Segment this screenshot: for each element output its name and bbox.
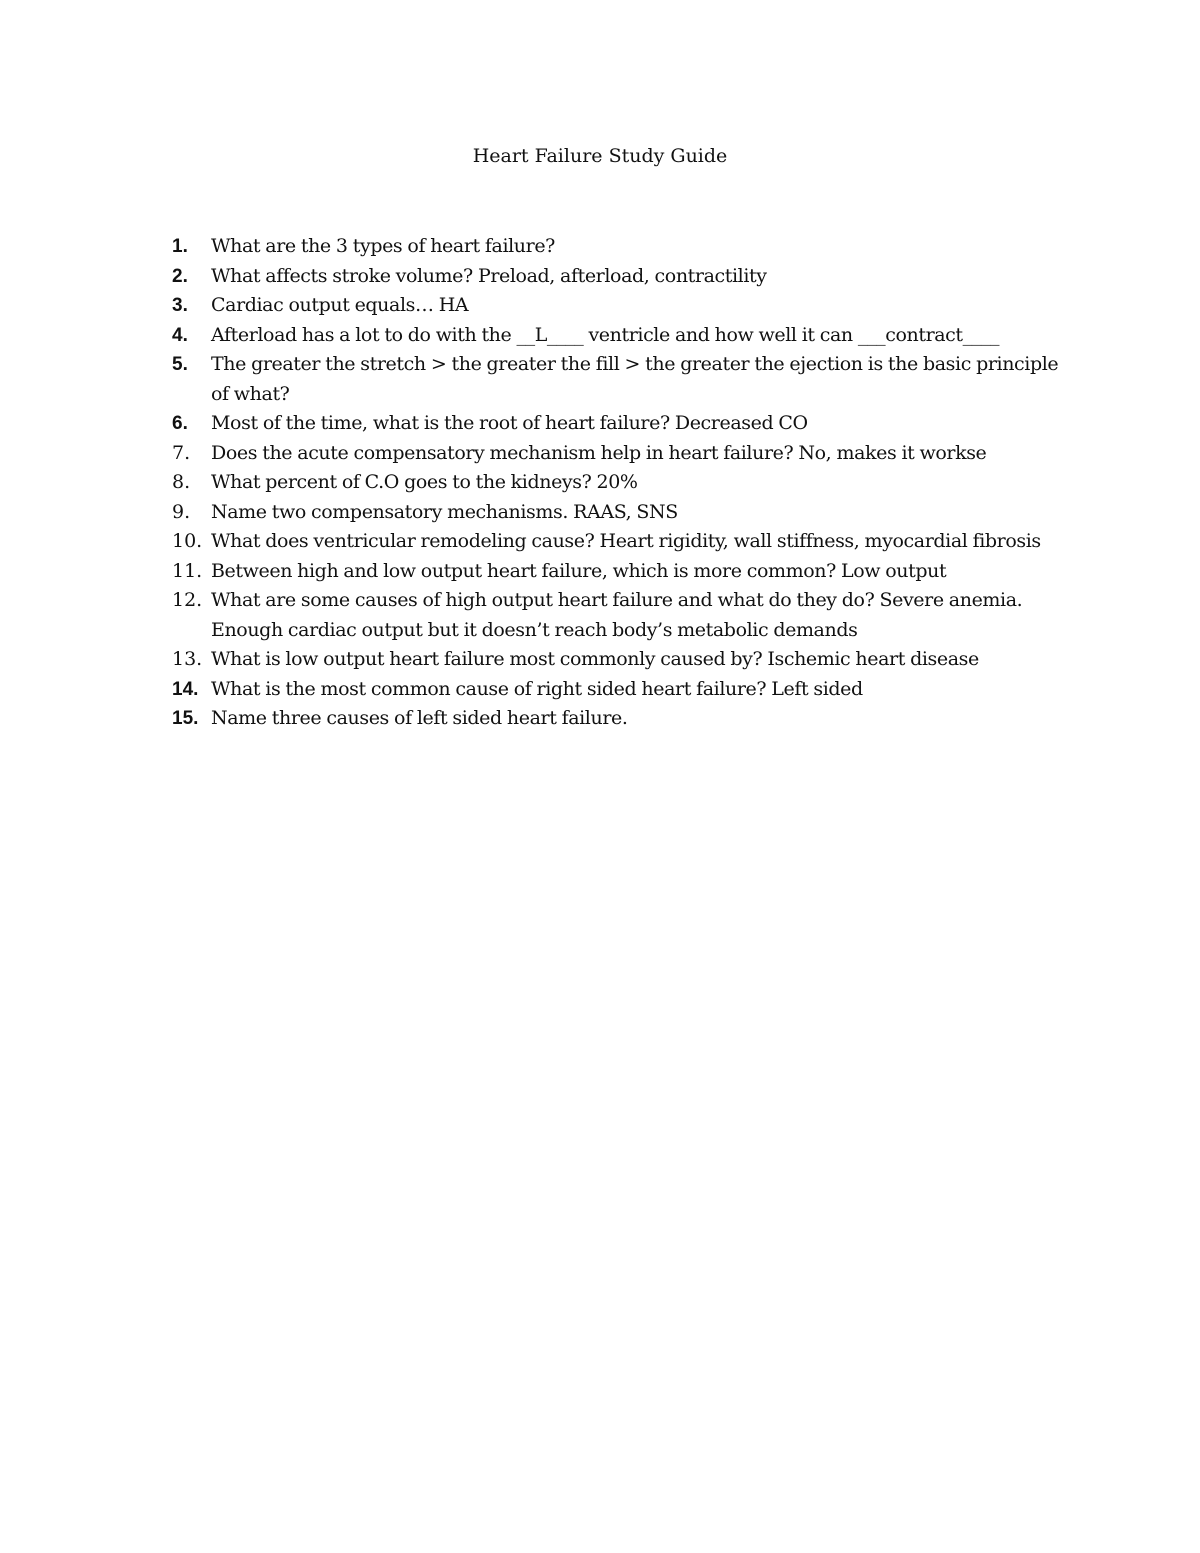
question-list xyxy=(172,232,1072,734)
question-text: What are some causes of high output heart failure and what do they do? Severe anemia. Enough cardiac output but it doesn’t reach body’s metabolic demands xyxy=(211,589,1023,641)
question-number: 9. xyxy=(172,500,191,523)
question-item xyxy=(172,350,1072,409)
question-text: Name two compensatory mechanisms. RAAS, SNS xyxy=(211,500,678,523)
question-number: 2. xyxy=(172,265,188,287)
question-number: 11. xyxy=(172,559,203,582)
question-item xyxy=(172,675,1072,705)
question-text: What is the most common cause of right sided heart failure? Left sided xyxy=(211,677,863,700)
question-text: Most of the time, what is the root of heart failure? Decreased CO xyxy=(211,412,808,434)
question-item xyxy=(172,586,1072,645)
question-number: 1. xyxy=(172,236,188,257)
question-text: Afterload has a lot to do with the __L____ ventricle and how well it can ___contract____ xyxy=(211,323,1000,346)
question-item xyxy=(172,704,1072,734)
question-number: 3. xyxy=(172,295,188,316)
question-text: The greater the stretch > the greater the fill > the greater the ejection is the basic principle of what? xyxy=(211,353,1059,405)
question-item xyxy=(172,468,1072,498)
question-text: Does the acute compensatory mechanism help in heart failure? No, makes it workse xyxy=(211,441,987,464)
question-number: 10. xyxy=(172,530,203,552)
question-item xyxy=(172,262,1072,292)
question-text: What are the 3 types of heart failure? xyxy=(211,235,555,257)
question-number: 8. xyxy=(172,471,191,493)
question-item xyxy=(172,232,1072,262)
question-item xyxy=(172,291,1072,321)
question-number: 5. xyxy=(172,354,188,375)
question-number: 15. xyxy=(172,708,199,729)
question-item xyxy=(172,645,1072,675)
question-text: What is low output heart failure most commonly caused by? Ischemic heart disease xyxy=(211,648,979,670)
question-item xyxy=(172,498,1072,528)
question-text: Between high and low output heart failure, which is more common? Low output xyxy=(211,559,947,582)
question-text: What does ventricular remodeling cause? Heart rigidity, wall stiffness, myocardial fibrosis xyxy=(211,530,1041,552)
question-number: 14. xyxy=(172,678,199,700)
question-number: 4. xyxy=(172,324,188,346)
question-number: 12. xyxy=(172,589,203,611)
question-item xyxy=(172,527,1072,557)
question-text: What percent of C.O goes to the kidneys? 20% xyxy=(211,471,638,493)
question-item xyxy=(172,439,1072,469)
question-item xyxy=(172,321,1072,351)
document-title: Heart Failure Study Guide xyxy=(472,145,728,167)
question-number: 13. xyxy=(172,648,203,670)
question-text: What affects stroke volume? Preload, afterload, contractility xyxy=(211,264,767,287)
question-number: 7. xyxy=(172,441,191,464)
question-item xyxy=(172,557,1072,587)
question-text: Name three causes of left sided heart failure. xyxy=(211,707,628,729)
question-item xyxy=(172,409,1072,439)
question-number: 6. xyxy=(172,413,188,434)
question-text: Cardiac output equals… HA xyxy=(211,294,469,316)
